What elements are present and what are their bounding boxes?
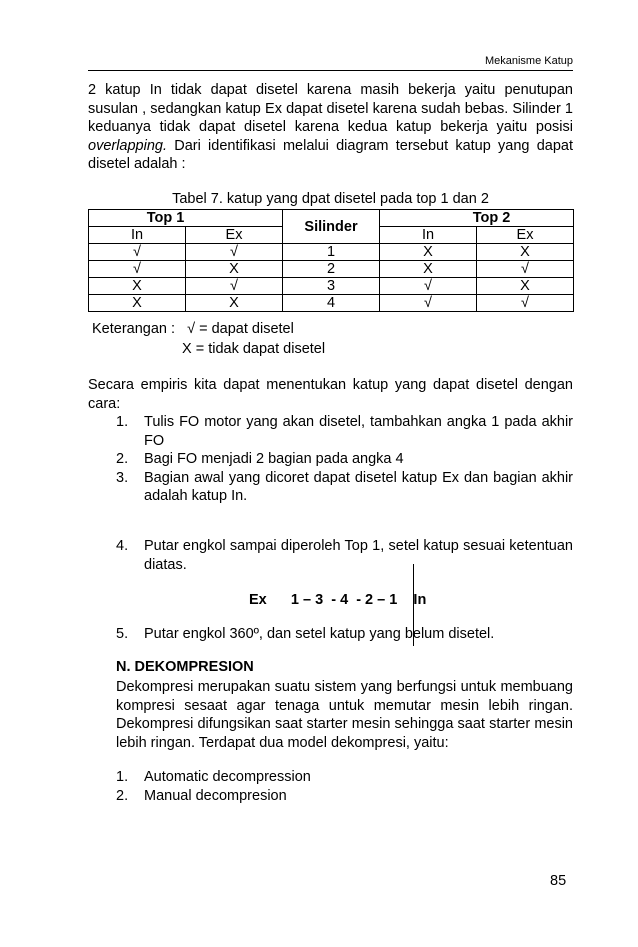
valve-table [88,209,574,312]
list-item [116,469,573,506]
header-rule [88,70,573,71]
list-number: 2. [116,787,129,804]
list-text: Manual decompresion [144,787,287,804]
list-number: 1. [116,769,129,785]
list-item [116,537,573,574]
table-cell: √ [186,278,283,295]
list-text: Putar engkol sampai diperoleh Top 1, setel katup sesuai ketentuan diatas. [144,538,573,573]
table-row [89,261,574,278]
table-cell: 1 [283,244,380,261]
intro-text-a: 2 katup In tidak dapat disetel karena masih bekerja yaitu penutupan susulan , sedangkan katup Ex dapat disetel karena sudah bebas. Silinder 1 keduanya tidak dapat disetel karena kedua katup bekerja yaitu posisi [88,82,573,135]
firing-order-formula: Ex 1 – 3 - 4 - 2 – 1 In [249,592,427,608]
list-item [116,413,573,450]
table-header-row [89,210,574,227]
list-text: Putar engkol 360º, dan setel katup yang belum disetel. [144,626,495,642]
list-item [116,787,573,806]
list-number: 4. [116,538,129,554]
table-cell: X [380,261,477,278]
page-number: 85 [550,873,567,889]
list-number: 2. [116,451,129,467]
list-text: Bagian awal yang dicoret dapat disetel katup Ex dan bagian akhir adalah katup In. [144,469,573,504]
table-cell: X [477,278,574,295]
list-text: Bagi FO menjadi 2 bagian pada angka 4 [144,451,404,467]
list-item [116,625,573,644]
table-cell: 3 [283,278,380,295]
table-cell: √ [380,278,477,295]
subheader-in-2: In [380,227,477,244]
header-top2: Top 2 [380,210,574,227]
table-row [89,244,574,261]
table-cell: X [89,295,186,312]
subheader-ex-2: Ex [477,227,574,244]
table-cell: √ [89,261,186,278]
list-text: Tulis FO motor yang akan disetel, tambahkan angka 1 pada akhir FO [144,414,573,449]
table-cell: X [89,278,186,295]
table-cell: 2 [283,261,380,278]
table-cell: X [186,261,283,278]
table-cell: 4 [283,295,380,312]
list-number: 5. [116,626,129,642]
subheader-ex-1: Ex [186,227,283,244]
intro-italic: overlapping. [88,137,167,154]
list-number: 3. [116,469,129,486]
header-silinder: Silinder [283,210,380,244]
empiris-paragraph: Secara empiris kita dapat menentukan katup yang dapat disetel dengan cara: [88,377,573,412]
table-cell: X [380,244,477,261]
table-caption: Tabel 7. katup yang dpat disetel pada top 1 dan 2 [172,191,489,207]
list-item [116,450,573,469]
table-cell: √ [477,295,574,312]
legend-line-1: Keterangan : √ = dapat disetel [92,321,294,337]
section-body: Dekompresi merupakan suatu sistem yang berfungsi untuk membuang kompresi sesaat agar tenaga untuk memutar mesin lebih ringan. Dekompresi difungsikan saat starter mesin sehingga saat starter mesin lebih ringan. Terdapat dua model dekompresi, yaitu: [116,679,573,751]
table-cell: √ [186,244,283,261]
legend-line-2: X = tidak dapat disetel [182,341,326,357]
table-row [89,295,574,312]
table-cell: X [186,295,283,312]
list-number: 1. [116,414,129,430]
section-list [116,768,573,805]
steps-list-b [116,537,573,574]
steps-list-a [116,413,573,506]
intro-text-b: Dari identifikasi melalui diagram tersebut katup yang dapat disetel adalah : [88,137,573,172]
table-cell: √ [89,244,186,261]
table-row [89,278,574,295]
list-text: Automatic decompression [144,769,311,785]
steps-list-c [116,625,573,644]
running-header: Mekanisme Katup [484,55,573,67]
table-cell: X [477,244,574,261]
section-title: N. DEKOMPRESION [116,659,254,675]
intro-paragraph [88,81,573,174]
table-cell: √ [380,295,477,312]
table-cell: √ [477,261,574,278]
list-item [116,768,573,787]
subheader-in-1: In [89,227,186,244]
header-top1: Top 1 [89,210,283,227]
